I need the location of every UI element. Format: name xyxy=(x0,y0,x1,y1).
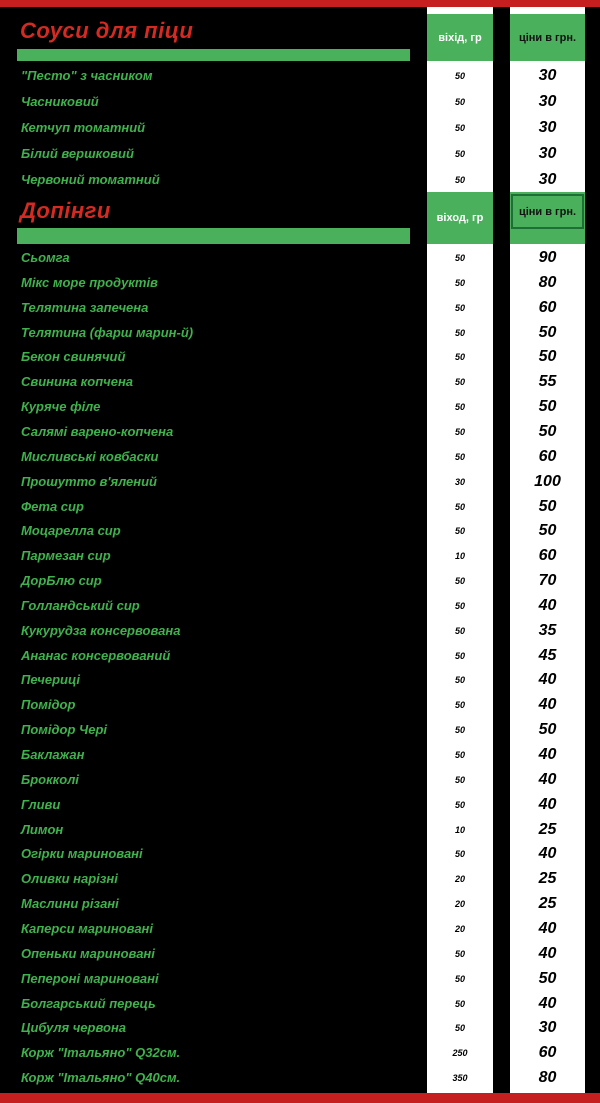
item-name: Часниковий xyxy=(21,94,99,109)
item-price: 40 xyxy=(538,596,557,614)
item-price: 40 xyxy=(538,746,557,763)
toppings-item-row xyxy=(0,718,600,743)
item-weight: 30 xyxy=(454,476,465,487)
item-name: Червоний томатний xyxy=(21,172,160,187)
item-price: 50 xyxy=(538,398,557,416)
item-name: Помідор xyxy=(21,697,76,713)
toppings-item-row xyxy=(0,420,600,445)
bottom-red-bar xyxy=(0,1093,600,1103)
toppings-item-row xyxy=(0,793,600,818)
toppings-item-row xyxy=(0,246,600,271)
item-name: Болгарський перець xyxy=(21,995,156,1011)
item-name: Корж "Італьяно" Q40см. xyxy=(21,1070,181,1086)
item-weight: 10 xyxy=(454,551,465,562)
item-price: 30 xyxy=(538,171,557,188)
sauces-item-row xyxy=(0,142,600,167)
sauces-item-row xyxy=(0,116,600,141)
item-price: 40 xyxy=(538,919,557,937)
item-name: Фета сир xyxy=(21,498,84,514)
item-name: Пепероні мариновані xyxy=(21,970,159,986)
toppings-item-row xyxy=(0,321,600,346)
sauces-green-bar xyxy=(17,49,410,61)
item-price: 30 xyxy=(538,145,557,162)
toppings-item-row xyxy=(0,345,600,370)
item-price: 25 xyxy=(538,820,557,838)
item-name: "Песто" з часником xyxy=(21,68,153,83)
item-name: Помідор Чері xyxy=(21,722,108,738)
item-weight: 50 xyxy=(454,973,465,984)
item-weight: 50 xyxy=(454,849,465,860)
item-price: 40 xyxy=(538,696,557,714)
item-name: Ананас консервований xyxy=(21,647,171,663)
item-weight: 50 xyxy=(454,352,465,363)
item-name: Голландський сир xyxy=(21,597,140,613)
item-weight: 50 xyxy=(454,675,465,686)
item-weight: 50 xyxy=(454,725,465,736)
toppings-item-row xyxy=(0,296,600,321)
item-weight: 50 xyxy=(454,750,465,760)
sauces-weight-header: віхід, гр xyxy=(427,14,493,61)
item-name: Кетчуп томатний xyxy=(21,120,146,135)
toppings-item-row xyxy=(0,693,600,718)
item-weight: 50 xyxy=(454,948,465,959)
item-weight: 50 xyxy=(454,600,465,611)
item-weight: 50 xyxy=(454,253,465,263)
toppings-item-row xyxy=(0,1066,600,1091)
toppings-item-row xyxy=(0,569,600,594)
item-weight: 10 xyxy=(454,824,465,835)
item-weight: 50 xyxy=(454,426,465,437)
item-price: 40 xyxy=(538,845,557,863)
toppings-item-row xyxy=(0,619,600,644)
item-price: 50 xyxy=(538,422,557,440)
toppings-item-row xyxy=(0,1041,600,1066)
item-name: Телятина (фарш марин-й) xyxy=(21,324,194,340)
item-weight: 50 xyxy=(454,451,465,462)
item-weight: 250 xyxy=(452,1048,468,1059)
sauces-title: Соуси для піци xyxy=(20,18,194,43)
item-weight: 50 xyxy=(454,650,465,661)
toppings-item-row xyxy=(0,942,600,967)
item-weight: 50 xyxy=(454,576,465,587)
toppings-title: Допінги xyxy=(20,198,111,223)
item-price: 80 xyxy=(538,1069,557,1087)
toppings-item-row xyxy=(0,967,600,992)
toppings-item-row xyxy=(0,445,600,470)
item-weight: 50 xyxy=(454,774,465,785)
item-name: Гливи xyxy=(21,796,61,812)
item-price: 25 xyxy=(538,870,557,888)
item-price: 60 xyxy=(538,547,557,565)
item-name: Свинина копчена xyxy=(21,374,134,390)
toppings-item-row xyxy=(0,594,600,619)
item-price: 50 xyxy=(538,323,557,341)
item-name: Каперси мариновані xyxy=(21,920,154,936)
item-price: 100 xyxy=(534,472,561,490)
item-weight: 50 xyxy=(454,998,465,1009)
item-price: 60 xyxy=(538,447,557,465)
item-name: Корж "Італьяно" Q32см. xyxy=(21,1045,181,1061)
item-name: Баклажан xyxy=(21,747,85,762)
toppings-item-row xyxy=(0,768,600,793)
item-weight: 50 xyxy=(454,625,465,636)
toppings-item-row xyxy=(0,743,600,768)
item-price: 40 xyxy=(538,770,557,788)
item-price: 70 xyxy=(538,572,557,590)
toppings-item-row xyxy=(0,644,600,669)
item-price: 60 xyxy=(538,1044,557,1062)
item-name: ДорБлю сир xyxy=(21,573,102,589)
item-price: 40 xyxy=(538,795,557,813)
toppings-item-row xyxy=(0,668,600,693)
item-name: Мікс море продуктів xyxy=(21,274,158,290)
toppings-price-header xyxy=(510,192,585,244)
toppings-weight-header: віход, гр xyxy=(427,192,493,244)
sauces-item-row xyxy=(0,64,600,89)
item-price: 50 xyxy=(538,348,557,366)
toppings-item-row xyxy=(0,818,600,843)
item-name: Огірки мариновані xyxy=(21,846,143,862)
toppings-item-row xyxy=(0,992,600,1017)
item-name: Лимон xyxy=(21,821,64,837)
item-price: 25 xyxy=(538,895,557,913)
item-price: 80 xyxy=(538,273,557,291)
item-weight: 350 xyxy=(452,1073,468,1084)
item-name: Бекон свинячий xyxy=(21,349,126,365)
item-price: 30 xyxy=(538,1019,557,1037)
item-name: Куряче філе xyxy=(21,399,101,415)
item-price: 50 xyxy=(538,721,557,739)
item-name: Оливки нарізні xyxy=(21,871,118,887)
item-name: Моцарелла сир xyxy=(21,523,121,539)
sauces-price-header: ціни в грн. xyxy=(510,14,585,61)
item-price: 45 xyxy=(538,646,557,664)
item-price: 30 xyxy=(538,67,557,84)
toppings-item-row xyxy=(0,544,600,569)
item-name: Салямі варено-копчена xyxy=(21,423,174,439)
item-weight: 50 xyxy=(454,700,465,711)
item-weight: 20 xyxy=(454,923,465,934)
top-red-bar xyxy=(0,0,600,7)
item-price: 50 xyxy=(538,522,557,540)
sauces-item-row xyxy=(0,168,600,193)
item-name: Сьомга xyxy=(21,250,70,265)
item-weight: 50 xyxy=(454,402,465,413)
item-name: Маслини різані xyxy=(21,896,119,912)
item-name: Мисливські ковбаски xyxy=(21,448,159,464)
item-weight: 50 xyxy=(454,526,465,537)
item-weight: 50 xyxy=(454,149,465,159)
item-weight: 50 xyxy=(454,277,465,288)
item-price: 30 xyxy=(538,93,557,110)
item-price: 40 xyxy=(538,994,557,1012)
toppings-item-row xyxy=(0,892,600,917)
toppings-item-row xyxy=(0,917,600,942)
item-price: 40 xyxy=(538,944,557,962)
toppings-item-row xyxy=(0,867,600,892)
item-name: Прошутто в'ялений xyxy=(21,473,157,489)
item-weight: 50 xyxy=(454,175,465,185)
toppings-item-row xyxy=(0,842,600,867)
toppings-item-row xyxy=(0,495,600,520)
price-header-selected-cell[interactable]: ціни в грн. xyxy=(511,194,584,229)
item-weight: 50 xyxy=(454,1023,465,1034)
item-weight: 50 xyxy=(454,123,465,133)
item-weight: 50 xyxy=(454,377,465,388)
item-price: 35 xyxy=(538,621,557,639)
item-weight: 50 xyxy=(454,799,465,810)
item-price: 55 xyxy=(538,373,557,391)
item-name: Пармезан сир xyxy=(21,548,111,564)
sauces-item-row xyxy=(0,90,600,115)
item-weight: 50 xyxy=(454,327,465,338)
item-price: 50 xyxy=(538,969,557,987)
item-price: 40 xyxy=(538,671,557,689)
item-name: Опеньки мариновані xyxy=(21,945,155,961)
item-weight: 20 xyxy=(454,899,465,910)
toppings-item-row xyxy=(0,271,600,296)
item-price: 60 xyxy=(538,298,557,316)
item-price: 50 xyxy=(538,497,557,515)
toppings-item-row xyxy=(0,395,600,420)
item-weight: 50 xyxy=(454,97,465,107)
toppings-item-row xyxy=(0,470,600,495)
item-weight: 50 xyxy=(454,501,465,512)
toppings-item-row xyxy=(0,519,600,544)
item-weight: 50 xyxy=(454,302,465,313)
item-weight: 20 xyxy=(454,874,465,885)
toppings-item-row xyxy=(0,370,600,395)
item-price: 30 xyxy=(538,119,557,136)
item-name: Кукурудза консервована xyxy=(21,622,181,638)
item-name: Білий вершковий xyxy=(21,146,134,161)
item-price: 90 xyxy=(538,249,557,266)
item-name: Брокколі xyxy=(21,771,79,787)
toppings-green-bar xyxy=(17,228,410,244)
toppings-item-row xyxy=(0,1016,600,1041)
item-weight: 50 xyxy=(454,71,465,81)
item-name: Печериці xyxy=(21,672,80,688)
item-name: Цибуля червона xyxy=(21,1020,127,1036)
item-name: Телятина запечена xyxy=(21,299,149,315)
